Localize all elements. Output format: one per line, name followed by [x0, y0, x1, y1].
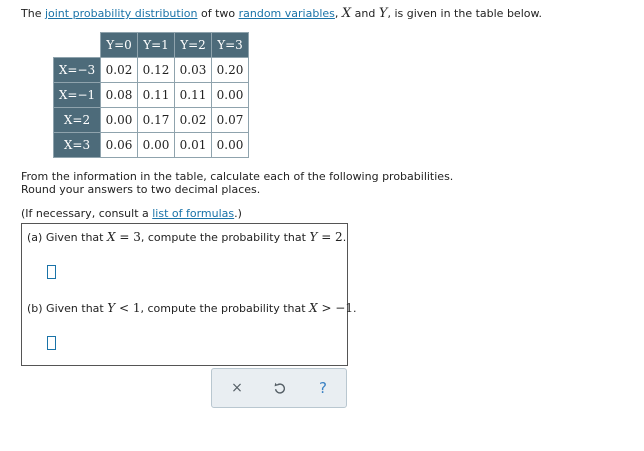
table-row	[54, 133, 249, 158]
consult-text: .)	[234, 207, 242, 220]
consult-formulas	[21, 207, 242, 220]
random-variables-link[interactable]: random variables	[238, 7, 335, 20]
column-header: Y=3	[212, 33, 249, 58]
math-variable: X	[309, 301, 318, 315]
question-box	[21, 223, 357, 366]
intro-text: , is given in the table below.	[387, 7, 542, 20]
question-b-label: (b) Given that	[27, 302, 108, 315]
table-cell: 0.08	[101, 83, 138, 108]
question-a-condition	[107, 230, 141, 244]
question-a-target	[309, 230, 342, 244]
question-a-label: (a) Given that	[27, 231, 107, 244]
table-row	[54, 58, 249, 83]
instructions	[21, 170, 453, 196]
column-header: Y=2	[175, 33, 212, 58]
close-icon: ×	[231, 380, 243, 396]
math-variable: Y	[107, 301, 116, 315]
row-header: X=−3	[54, 58, 101, 83]
help-button[interactable]	[313, 379, 333, 397]
list-of-formulas-link[interactable]: list of formulas	[152, 207, 235, 220]
undo-button[interactable]	[270, 379, 290, 397]
question-a	[27, 230, 346, 244]
question-b	[27, 301, 357, 315]
table-cell: 0.01	[175, 133, 212, 158]
table-cell: 0.11	[138, 83, 175, 108]
instructions-line: Round your answers to two decimal places.	[21, 183, 261, 196]
table-cell: 0.06	[101, 133, 138, 158]
table-cell: 0.12	[138, 58, 175, 83]
answer-b-input[interactable]	[47, 336, 56, 350]
table-cell: 0.20	[212, 58, 249, 83]
problem-intro	[21, 6, 542, 21]
table-cell: 0.00	[212, 133, 249, 158]
table-cell: 0.00	[212, 83, 249, 108]
joint-probability-link[interactable]: joint probability distribution	[44, 7, 198, 20]
question-b-text: .	[353, 302, 357, 315]
probability-table-container	[53, 32, 249, 158]
table-cell: 0.03	[175, 58, 212, 83]
column-header: Y=1	[138, 33, 175, 58]
table-row	[54, 83, 249, 108]
help-icon: ?	[319, 379, 327, 397]
table-header-row	[54, 33, 249, 58]
math-expression: > −1	[317, 301, 353, 315]
table-cell: 0.11	[175, 83, 212, 108]
intro-text: ,	[334, 7, 342, 20]
math-expression: = 3	[115, 230, 141, 244]
intro-text: The	[21, 7, 45, 20]
math-expression: = 2	[317, 230, 343, 244]
math-variable: Y	[309, 230, 318, 244]
math-variable: X	[106, 230, 116, 244]
table-row	[54, 108, 249, 133]
table-cell: 0.02	[101, 58, 138, 83]
table-corner	[54, 33, 101, 58]
table-cell: 0.07	[212, 108, 249, 133]
variable-x: X	[341, 6, 352, 21]
row-header: X=2	[54, 108, 101, 133]
table-cell: 0.00	[138, 133, 175, 158]
intro-text: of two	[197, 7, 239, 20]
instructions-line: From the information in the table, calculate each of the following probabilities.	[21, 170, 454, 183]
question-b-condition	[107, 301, 140, 315]
math-expression: < 1	[115, 301, 141, 315]
question-a-text: , compute the probability that	[140, 231, 310, 244]
undo-icon	[273, 381, 287, 395]
row-header: X=3	[54, 133, 101, 158]
question-b-text: , compute the probability that	[140, 302, 310, 315]
question-b-target	[309, 301, 353, 315]
table-cell: 0.02	[175, 108, 212, 133]
table-cell: 0.17	[138, 108, 175, 133]
consult-text: (If necessary, consult a	[21, 207, 153, 220]
joint-probability-table	[53, 32, 249, 158]
row-header: X=−1	[54, 83, 101, 108]
column-header: Y=0	[101, 33, 138, 58]
clear-button[interactable]	[227, 379, 247, 397]
variable-y: Y	[378, 6, 388, 21]
intro-text: and	[351, 7, 379, 20]
question-a-text: .	[342, 231, 347, 244]
answer-a-input[interactable]	[47, 265, 56, 279]
answer-toolbar	[211, 368, 347, 408]
table-cell: 0.00	[101, 108, 138, 133]
